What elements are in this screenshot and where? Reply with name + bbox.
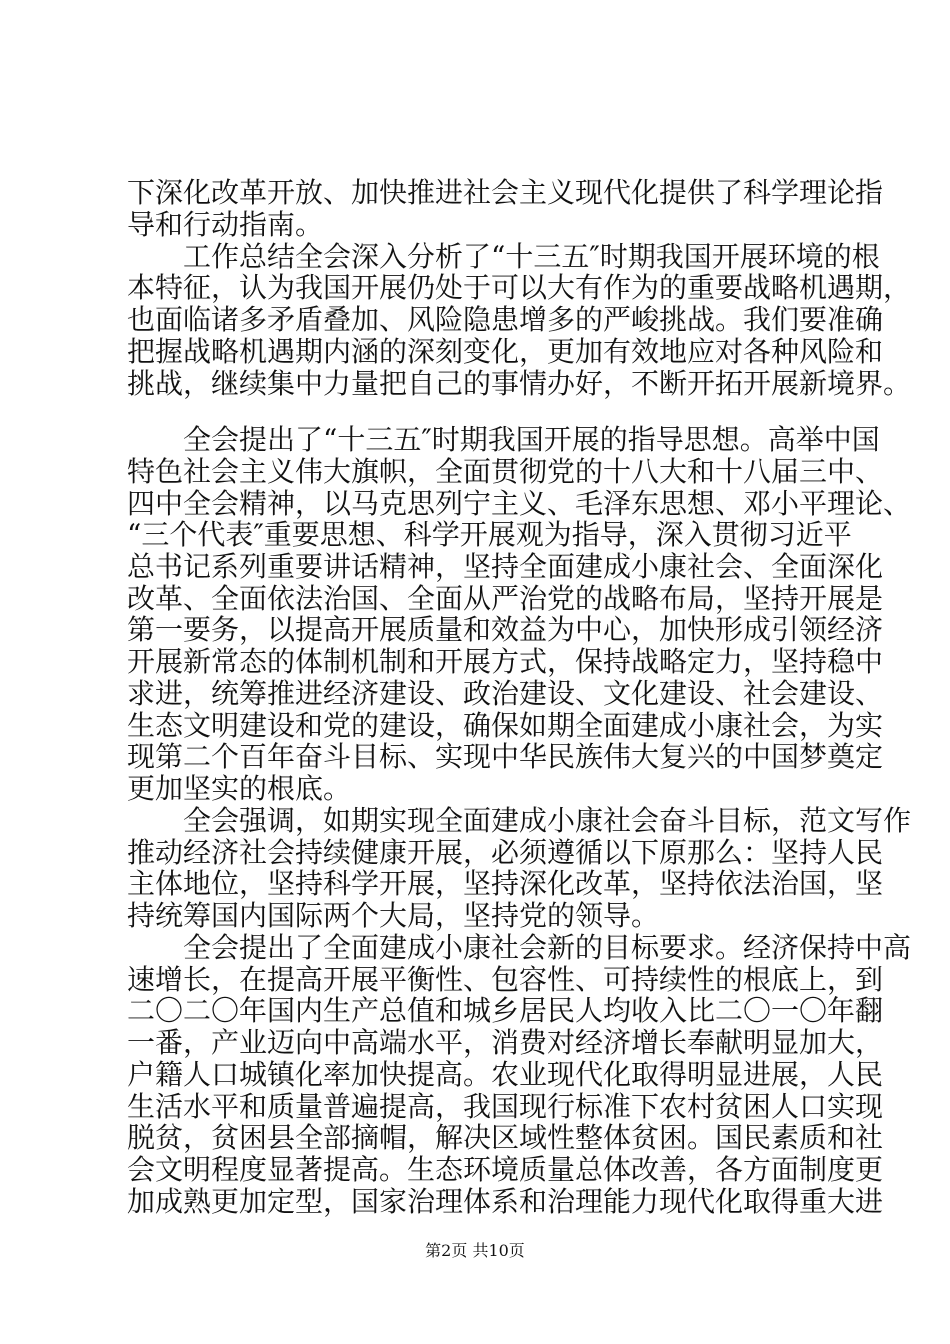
text-line: 速增长，在提高开展平衡性、包容性、可持续性的根底上，到: [127, 963, 884, 996]
text-line: 加成熟更加定型，国家治理体系和治理能力现代化取得重大进: [127, 1185, 884, 1218]
text-line: 全会提出了全面建成小康社会新的目标要求。经济保持中高: [183, 931, 912, 964]
text-line: 下深化改革开放、加快推进社会主义现代化提供了科学理论指: [127, 176, 884, 209]
text-line: 全会提出了“十三五″时期我国开展的指导思想。高举中国: [183, 423, 880, 456]
text-line: 本特征，认为我国开展仍处于可以大有作为的重要战略机遇期，: [127, 271, 912, 304]
text-line: 工作总结全会深入分析了“十三五″时期我国开展环境的根: [183, 240, 880, 273]
text-line: 生态文明建设和党的建设，确保如期全面建成小康社会，为实: [127, 709, 884, 742]
text-line: 更加坚实的根底。: [127, 772, 352, 805]
text-line: 也面临诸多矛盾叠加、风险隐患增多的严峻挑战。我们要准确: [127, 303, 884, 336]
text-line: 主体地位，坚持科学开展，坚持深化改革，坚持依法治国，坚: [127, 867, 884, 900]
text-line: 特色社会主义伟大旗帜，全面贯彻党的十八大和十八届三中、: [127, 455, 884, 488]
text-line: 把握战略机遇期内涵的深刻变化，更加有效地应对各种风险和: [127, 335, 884, 368]
text-line: 导和行动指南。: [127, 208, 324, 241]
text-line: 现第二个百年奋斗目标、实现中华民族伟大复兴的中国梦奠定: [127, 740, 884, 773]
text-line: 户籍人口城镇化率加快提高。农业现代化取得明显进展，人民: [127, 1058, 884, 1091]
text-line: 第一要务，以提高开展质量和效益为中心，加快形成引领经济: [127, 613, 884, 646]
text-line: 推动经济社会持续健康开展，必须遵循以下原那么：坚持人民: [127, 836, 884, 869]
page-number-footer: 第2页 共10页: [425, 1241, 525, 1260]
text-line: 四中全会精神，以马克思列宁主义、毛泽东思想、邓小平理论、: [127, 487, 912, 520]
text-line: 生活水平和质量普遍提高，我国现行标准下农村贫困人口实现: [127, 1090, 884, 1123]
text-line: 改革、全面依法治国、全面从严治党的战略布局，坚持开展是: [127, 582, 884, 615]
text-line: 求进，统筹推进经济建设、政治建设、文化建设、社会建设、: [127, 677, 884, 710]
text-line: 全会强调，如期实现全面建成小康社会奋斗目标，范文写作: [183, 804, 912, 837]
text-line: 持统筹国内国际两个大局，坚持党的领导。: [127, 899, 660, 932]
text-line: 开展新常态的体制机制和开展方式，保持战略定力，坚持稳中: [127, 645, 884, 678]
text-line: 会文明程度显著提高。生态环境质量总体改善，各方面制度更: [127, 1153, 884, 1186]
text-line: 脱贫，贫困县全部摘帽，解决区域性整体贫困。国民素质和社: [127, 1121, 884, 1154]
text-line: 一番，产业迈向中高端水平，消费对经济增长奉献明显加大，: [127, 1026, 884, 1059]
text-line: “三个代表″重要思想、科学开展观为指导，深入贯彻习近平: [127, 518, 852, 551]
text-line: 挑战，继续集中力量把自己的事情办好，不断开拓开展新境界。: [127, 367, 912, 400]
text-line: 二〇二〇年国内生产总值和城乡居民人均收入比二〇一〇年翻: [127, 994, 884, 1027]
text-line: 总书记系列重要讲话精神，坚持全面建成小康社会、全面深化: [127, 550, 884, 583]
